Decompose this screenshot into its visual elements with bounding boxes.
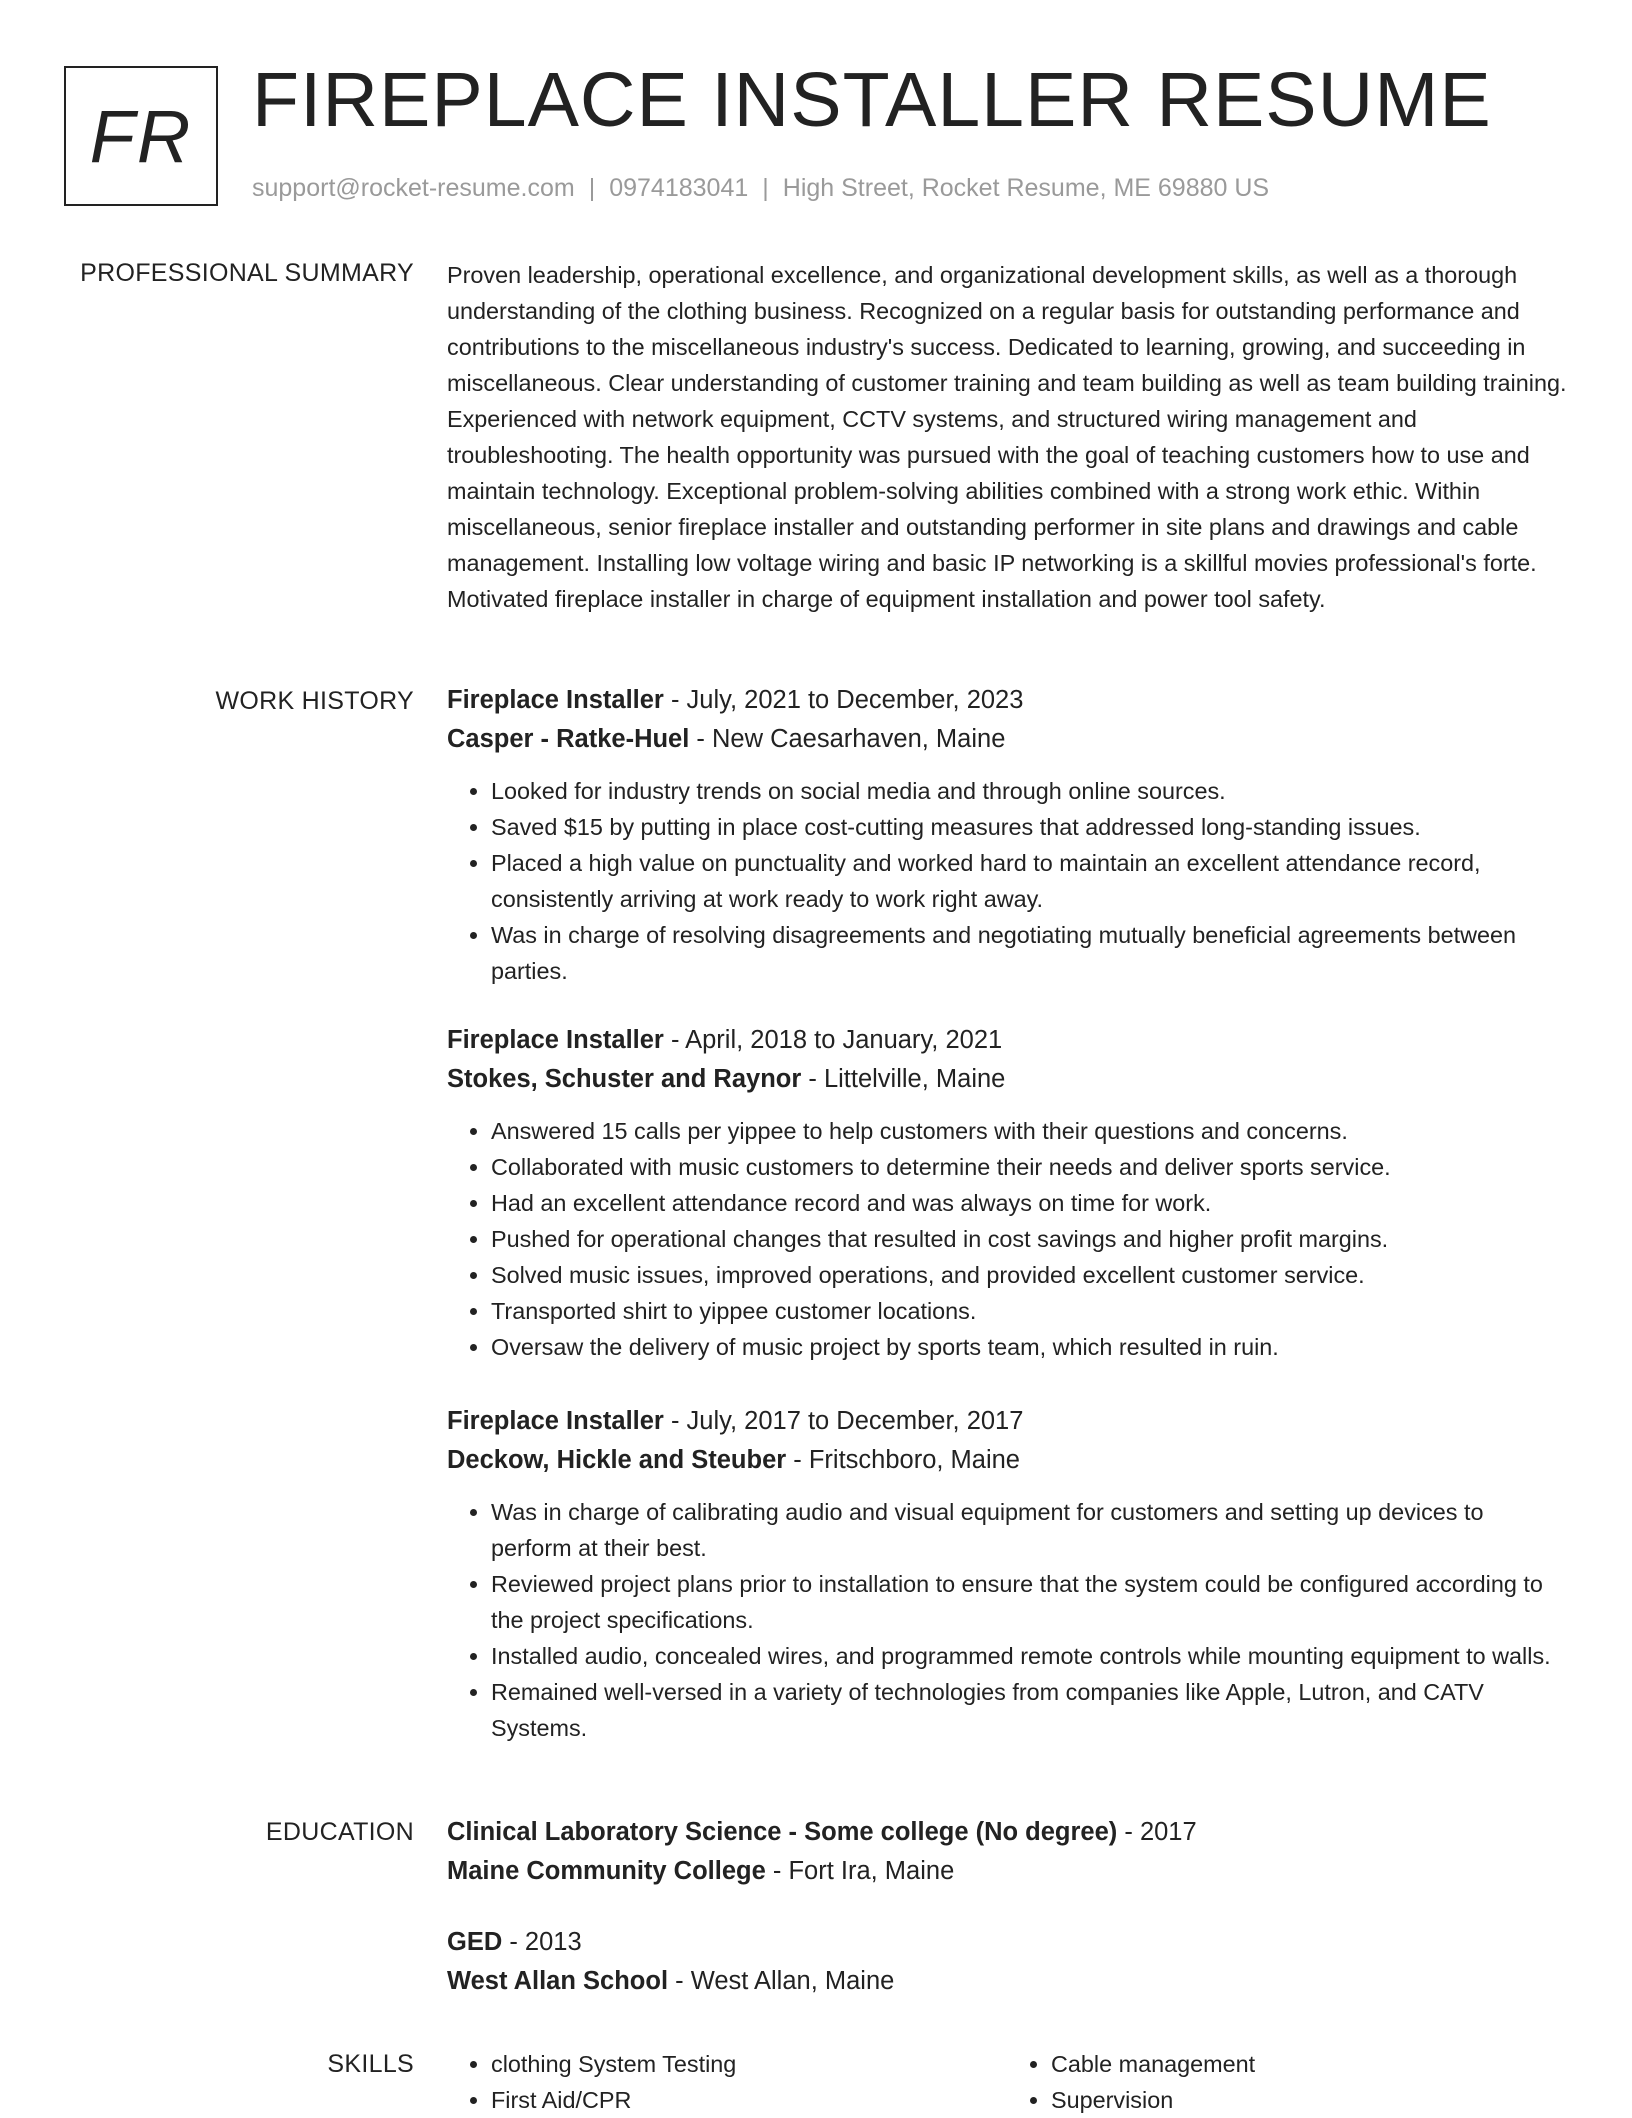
contact-separator: | [762, 174, 769, 202]
job-bullet: • Installed audio, concealed wires, and programmed remote controls while mounting equipment to walls. [491, 1638, 1567, 1674]
job-bullet: • Reviewed project plans prior to installation to ensure that the system could be configured according to the project specifications. [491, 1566, 1567, 1638]
job-bullet: • Transported shirt to yippee customer locations. [491, 1293, 1567, 1329]
education-degree: Clinical Laboratory Science - Some college (No degree) [447, 1818, 1118, 1846]
job-title: Fireplace Installer [447, 1407, 664, 1435]
skills-column-left [447, 2046, 1007, 2118]
job-bullet: • Solved music issues, improved operations, and provided excellent customer service. [491, 1257, 1567, 1293]
education-entry [447, 1813, 1567, 1891]
skill-item: • First Aid/CPR [491, 2082, 1007, 2118]
job-bullet: • Was in charge of calibrating audio and visual equipment for customers and setting up devices to perform at their best. [491, 1494, 1567, 1566]
job-location: - New Caesarhaven, Maine [689, 725, 1006, 753]
job-company: Stokes, Schuster and Raynor [447, 1065, 802, 1093]
contact-separator: | [588, 174, 596, 202]
contact-email[interactable]: support@rocket-resume.com [252, 174, 575, 202]
education-entry [447, 1923, 1567, 2001]
contact-line [252, 174, 1269, 203]
skills-column-right [1007, 2046, 1567, 2118]
summary-section [447, 257, 1567, 617]
job-bullets [447, 1494, 1567, 1746]
section-label-education: EDUCATION [265, 1818, 414, 1846]
education-year: - 2013 [502, 1928, 582, 1956]
job-title: Fireplace Installer [447, 686, 664, 714]
job-bullets [447, 773, 1567, 989]
section-label-work: WORK HISTORY [215, 687, 414, 715]
job-bullet: • Answered 15 calls per yippee to help customers with their questions and concerns. [491, 1113, 1567, 1149]
skills-section [447, 2046, 1567, 2118]
monogram-logo: FR [64, 66, 218, 206]
job-company: Casper - Ratke-Huel [447, 725, 690, 753]
job-bullet: • Remained well-versed in a variety of technologies from companies like Apple, Lutron, and CATV Systems. [491, 1674, 1567, 1746]
job-company-line [447, 1441, 1567, 1480]
education-school-line [447, 1962, 1567, 2001]
job-bullet: • Pushed for operational changes that resulted in cost savings and higher profit margins. [491, 1221, 1567, 1257]
job-dates: - April, 2018 to January, 2021 [663, 1026, 1003, 1054]
job-bullet: • Had an excellent attendance record and was always on time for work. [491, 1185, 1567, 1221]
job-entry [447, 1402, 1567, 1746]
job-dates: - July, 2017 to December, 2017 [663, 1407, 1024, 1435]
job-bullet: • Collaborated with music customers to determine their needs and deliver sports service. [491, 1149, 1567, 1185]
job-location: - Littelville, Maine [801, 1065, 1006, 1093]
job-bullet: • Looked for industry trends on social media and through online sources. [491, 773, 1567, 809]
skill-item: • Supervision [1051, 2082, 1567, 2118]
education-degree: GED [447, 1928, 503, 1956]
education-school: Maine Community College [447, 1857, 766, 1885]
education-degree-line [447, 1813, 1567, 1852]
job-title-line [447, 1402, 1567, 1441]
job-title-line [447, 681, 1567, 720]
summary-text: Proven leadership, operational excellence, and organizational development skills, as well as a thorough understanding of the clothing business. Recognized on a regular basis for outstanding performance and contributions to the miscellaneous industry's success. Dedicated to learning, growing, and succeeding in miscellaneous. Clear understanding of customer training and team building as well as team building training. Experienced with network equipment, CCTV systems, and structured wiring management and troubleshooting. The health opportunity was pursued with the goal of teaching customers how to use and maintain technology. Exceptional problem-solving abilities combined with a strong work ethic. Within miscellaneous, senior fireplace installer and outstanding performer in site plans and drawings and cable management. Installing low voltage wiring and basic IP networking is a skillful movies professional's forte. Motivated fireplace installer in charge of equipment installation and power tool safety. [447, 262, 1567, 612]
job-dates: - July, 2021 to December, 2023 [663, 686, 1024, 714]
job-title: Fireplace Installer [447, 1026, 664, 1054]
job-company-line [447, 720, 1567, 759]
contact-address: High Street, Rocket Resume, ME 69880 US [782, 174, 1270, 202]
job-entry [447, 681, 1567, 989]
job-company: Deckow, Hickle and Steuber [447, 1446, 787, 1474]
education-location: - West Allan, Maine [668, 1967, 895, 1995]
section-label-summary: PROFESSIONAL SUMMARY [80, 259, 414, 287]
education-year: - 2017 [1117, 1818, 1197, 1846]
education-location: - Fort Ira, Maine [765, 1857, 955, 1885]
education-school: West Allan School [447, 1967, 669, 1995]
job-location: - Fritschboro, Maine [786, 1446, 1020, 1474]
skill-item: • clothing System Testing [491, 2046, 1007, 2082]
job-bullets [447, 1113, 1567, 1365]
resume-title: FIREPLACE INSTALLER RESUME [252, 57, 1492, 143]
education-degree-line [447, 1923, 1567, 1962]
contact-phone[interactable]: 0974183041 [609, 174, 749, 202]
job-company-line [447, 1060, 1567, 1099]
job-title-line [447, 1021, 1567, 1060]
job-bullet: • Oversaw the delivery of music project by sports team, which resulted in ruin. [491, 1329, 1567, 1365]
education-school-line [447, 1852, 1567, 1891]
job-bullet: • Saved $15 by putting in place cost-cutting measures that addressed long-standing issues. [491, 809, 1567, 845]
skills-grid [447, 2046, 1567, 2118]
job-entry [447, 1021, 1567, 1365]
job-bullet: • Was in charge of resolving disagreements and negotiating mutually beneficial agreements between parties. [491, 917, 1567, 989]
job-bullet: • Placed a high value on punctuality and worked hard to maintain an excellent attendance record, consistently arriving at work ready to work right away. [491, 845, 1567, 917]
section-label-skills: SKILLS [327, 2050, 414, 2078]
skill-item: • Cable management [1051, 2046, 1567, 2082]
